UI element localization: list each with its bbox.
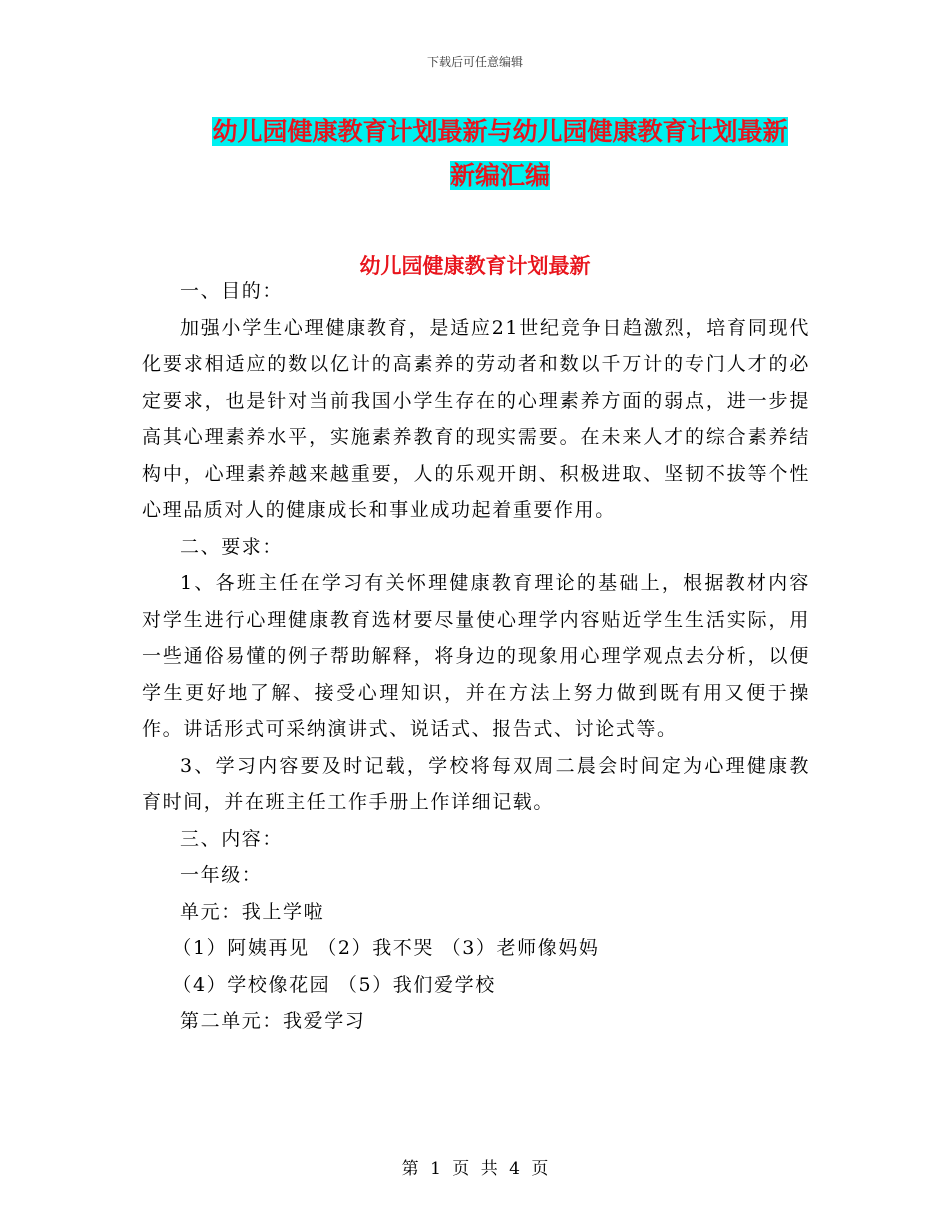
paragraph-purpose: 加强小学生心理健康教育，是适应21世纪竞争日趋激烈，培育同现代化要求相适应的数以亿计的高素养的劳动者和数以千万计的专门人才的必定要求，也是针对当前我国小学生存在的心理素养方面的弱点，进一步提高其心理素养水平，实施素养教育的现实需要。在未来人才的综合素养结构中，心理素养越来越重要，人的乐观开朗、积极进取、坚韧不拔等个性心理品质对人的健康成长和事业成功起着重要作用。: [142, 316, 810, 521]
page-header: 下载后可任意编辑: [426, 55, 523, 69]
paragraph-requirement-3: 3、学习内容要及时记载，学校将每双周二晨会时间定为心理健康教育时间，并在班主任工作手册上作详细记载。: [142, 754, 810, 813]
document-body: [142, 273, 810, 1040]
page-number: 第 1 页 共 4 页: [401, 1159, 549, 1179]
unit-label: 单元：我上学啦: [180, 900, 325, 923]
grade-label: 一年级：: [180, 864, 263, 886]
heading-requirements: 二、要求：: [180, 535, 284, 558]
section-title: 幼儿园健康教育计划最新: [359, 253, 591, 278]
unit-label: 第二单元：我爱学习: [180, 1010, 366, 1032]
lesson-list-item: （4）学校像花园 （5）我们爱学校: [172, 973, 496, 996]
document-title-line-2: 新编汇编: [449, 161, 550, 190]
paragraph-requirement-1: 1、各班主任在学习有关怀理健康教育理论的基础上，根据教材内容对学生进行心理健康教育选材要尽量使心理学内容贴近学生生活实际，用一些通俗易懂的例子帮助解释，将身边的现象用心理学观点去分析，以便学生更好地了解、接受心理知识，并在方法上努力做到既有用又便于操作。讲话形式可采纳演讲式、说话式、报告式、讨论式等。: [142, 572, 810, 740]
heading-content: 三、内容：: [180, 827, 284, 850]
document-title: [145, 110, 855, 198]
heading-purpose: 一、目的：: [180, 280, 284, 302]
lesson-list-item: （1）阿姨再见 （2）我不哭 （3）老师像妈妈: [172, 937, 600, 959]
document-title-line-1: 幼儿园健康教育计划最新与幼儿园健康教育计划最新: [212, 117, 788, 146]
